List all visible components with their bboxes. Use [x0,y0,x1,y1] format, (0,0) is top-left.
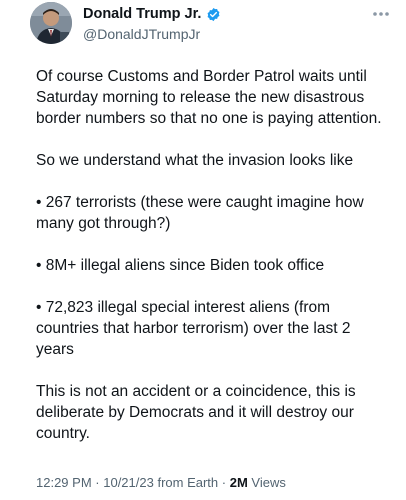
tweet-bullet: • 8M+ illegal aliens since Biden took office [36,257,325,274]
views-label: Views [251,475,286,490]
author-name-row [83,6,221,22]
views-count: 2M [229,475,248,490]
tweet-bullet: • 267 terrorists (these were caught imagine how many got through?) [36,194,364,232]
tweet-date[interactable]: 10/21/23 [103,475,154,490]
tweet-header [30,0,390,58]
avatar[interactable] [30,2,72,44]
tweet-time[interactable]: 12:29 PM [36,475,92,490]
meta-separator: · [95,475,104,490]
tweet-paragraph: This is not an accident or a coincidence, this is deliberate by Democrats and it will destroy our country. [36,383,356,442]
tweet-bullet: • 72,823 illegal special interest aliens (from countries that harbor terrorism) over the last 2 years [36,299,351,358]
verified-badge-icon [206,7,221,22]
more-horizontal-icon[interactable] [372,4,390,22]
tweet-meta [36,475,286,490]
meta-separator: · [221,475,230,490]
tweet-source: from Earth [157,475,222,490]
author-handle[interactable]: @DonaldJTrumpJr [83,26,201,42]
avatar-image [30,2,72,44]
author-name[interactable]: Donald Trump Jr. [83,6,202,22]
tweet-paragraph: So we understand what the invasion looks like [36,152,354,169]
tweet-text [36,66,386,465]
tweet-paragraph: Of course Customs and Border Patrol waits until Saturday morning to release the new disastrous border numbers so that no one is paying attention. [36,68,382,127]
